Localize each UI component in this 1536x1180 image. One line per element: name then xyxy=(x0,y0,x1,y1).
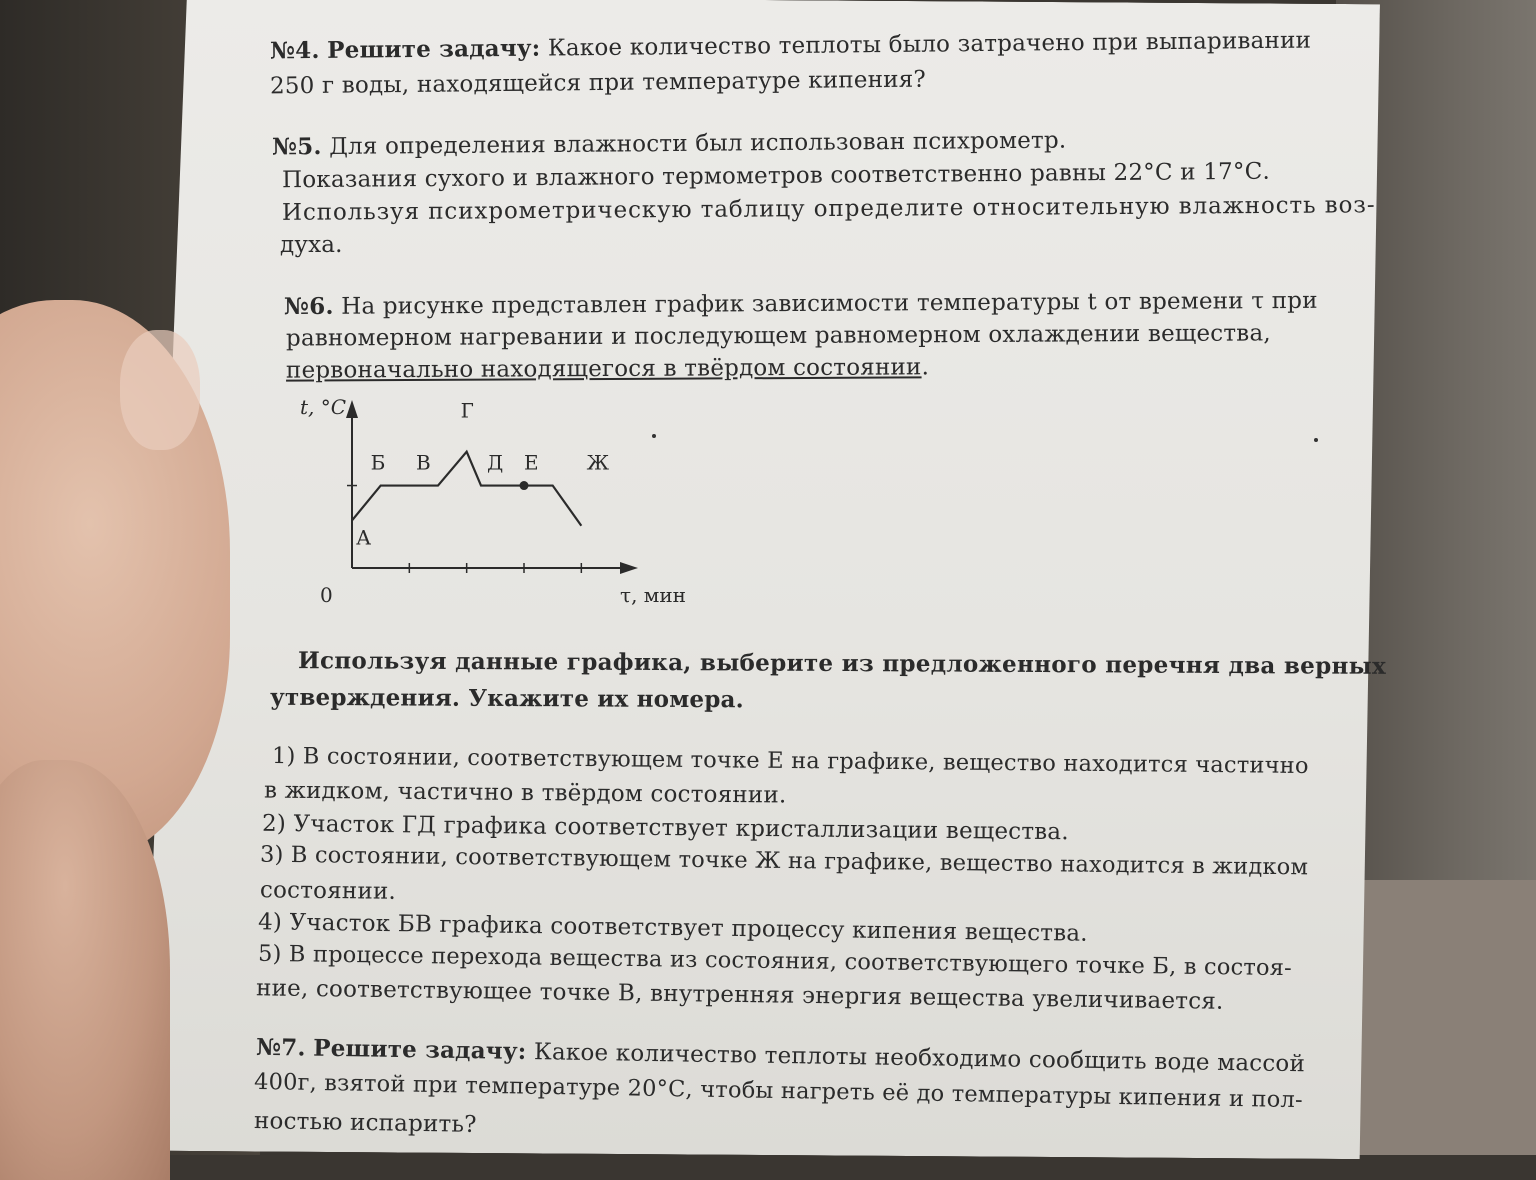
task5-line3: Используя психрометрическую таблицу определите относительную влажность воз- xyxy=(281,192,1376,226)
option-2: 2) Участок ГД графика соответствует кристаллизации вещества. xyxy=(261,810,1069,846)
stray-dot xyxy=(1314,438,1318,442)
x-axis-arrow xyxy=(620,562,638,574)
task6-text1: На рисунке представлен график зависимости температуры t от времени τ при xyxy=(341,287,1318,320)
task5-line4: духа. xyxy=(280,232,343,258)
temperature-time-chart xyxy=(290,390,720,620)
point-labels xyxy=(356,399,610,550)
point-label: Ж xyxy=(586,450,610,475)
y-axis-arrow xyxy=(346,400,358,418)
point-label: Б xyxy=(370,450,386,475)
temperature-curve xyxy=(352,452,581,526)
task5-number: №5. xyxy=(271,133,322,161)
option-5-line2: ние, соответствующее точке В, внутренняя энергия вещества увеличивается. xyxy=(255,975,1224,1015)
task7-line2: 400г, взятой при температуре 20°С, чтобы нагреть её до температуры кипения и пол- xyxy=(253,1068,1303,1114)
task5-line2: Показания сухого и влажного термометров соответственно равны 22°С и 17°С. xyxy=(281,158,1271,194)
instruction-line1: Используя данные графика, выберите из предложенного перечня два верных xyxy=(297,647,1387,680)
thumb-nail xyxy=(120,330,200,450)
task5-text1: Для определения влажности был использован психрометр. xyxy=(329,127,1067,160)
stray-dot xyxy=(652,434,656,438)
option-3-line1: 3) В состоянии, соответствующем точке Ж на графике, вещество находится в жидком xyxy=(259,841,1309,881)
x-ticks xyxy=(347,486,581,573)
origin-label: 0 xyxy=(320,583,333,607)
instruction-line2: утверждения. Укажите их номера. xyxy=(269,683,744,714)
point-e-marker xyxy=(520,481,529,490)
task7-text1: Какое количество теплоты необходимо сообщить воде массой xyxy=(533,1039,1306,1078)
point-label: А xyxy=(356,525,372,550)
option-1-line2: в жидком, частично в твёрдом состоянии. xyxy=(263,777,787,809)
task7-line3: ностью испарить? xyxy=(253,1108,477,1138)
task4-text1: Какое количество теплоты было затрачено при выпаривании xyxy=(547,27,1312,62)
task6-line2: равномерном нагревании и последующем равномерном охлаждении вещества, xyxy=(285,320,1271,352)
task6-text3: первоначально находящегося в твёрдом состоянии xyxy=(285,354,922,384)
option-5-line1: 5) В процессе перехода вещества из состояния, соответствующего точке Б, в состоя- xyxy=(257,940,1293,982)
task4-lead: Решите задачу: xyxy=(327,34,541,64)
option-4: 4) Участок БВ графика соответствует процессу кипения вещества. xyxy=(257,909,1088,947)
option-1-line1: 1) В состоянии, соответствующем точке Е на графике, вещество находится частично xyxy=(271,743,1309,779)
task7-lead: Решите задачу: xyxy=(312,1034,527,1066)
y-axis-label: t, °C xyxy=(300,395,347,419)
point-label: Г xyxy=(460,398,474,423)
point-label: Д xyxy=(487,450,504,475)
task6-line3 xyxy=(286,354,929,383)
x-axis-label: τ, мин xyxy=(620,583,686,607)
task7-number: №7. xyxy=(255,1033,306,1062)
option-3-line2: состоянии. xyxy=(259,877,397,905)
task4-number: №4. xyxy=(269,36,320,65)
background-right-bottom xyxy=(1346,880,1536,1155)
point-label: В xyxy=(416,450,431,475)
point-label: Е xyxy=(524,450,539,475)
task6-number: №6. xyxy=(283,292,334,321)
task4-line2: 250 г воды, находящейся при температуре кипения? xyxy=(269,66,927,100)
task6-text3-end: . xyxy=(921,354,930,381)
